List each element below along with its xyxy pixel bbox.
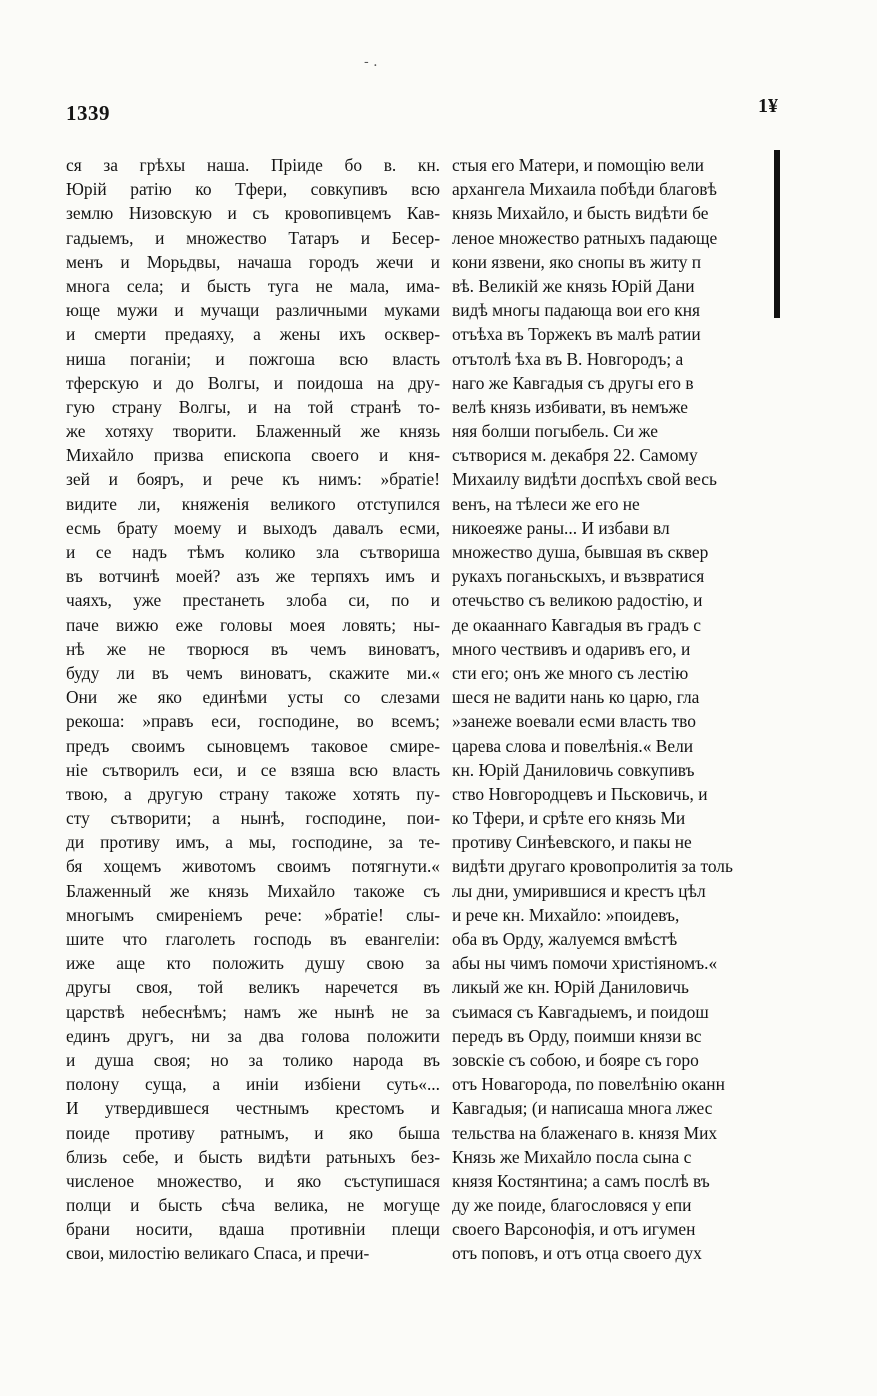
- text-line: стыя его Матери, и помощiю вели: [452, 155, 704, 175]
- text-line: шеся не вадити нань ко царю, гла: [452, 687, 700, 708]
- text-line: сту сътворити; а нынѣ, господине, пои-: [66, 808, 440, 829]
- text-line: Блаженный же князь Михайло такоже съ: [66, 880, 440, 901]
- text-line: передъ въ Орду, поимши князи вс: [452, 1025, 702, 1046]
- text-line: оба въ Орду, жалуемся вмѣстѣ: [452, 929, 678, 949]
- text-line: многа села; и бысть туга не мала, има-: [66, 275, 440, 296]
- text-line: де окааннаго Кавгадыя въ градъ с: [452, 614, 701, 635]
- text-line: кони язвени, яко снопы въ житу п: [452, 251, 702, 272]
- text-line: нѣ же не творюся въ чемъ виноватъ,: [66, 638, 440, 659]
- text-line: ниша поганiи; и пожгоша всю власть: [66, 348, 440, 369]
- text-line: велѣ князь избивати, въ немъже: [452, 396, 689, 417]
- text-line: »занеже воевали есми власть тво: [452, 711, 696, 732]
- text-line: ство Новгородцевъ и Пьсковичь, и: [452, 783, 708, 804]
- text-line: тельства на блаженаго в. князя Мих: [452, 1122, 718, 1143]
- text-line: Они же яко единѣми усты со слезами: [66, 687, 440, 708]
- text-line: Михайло призва епископа своего и кня-: [66, 445, 440, 466]
- text-line: другы своя, той великъ наречется въ: [66, 977, 440, 998]
- text-line: царева слова и повелѣнiя.« Вели: [452, 735, 694, 756]
- text-line: рукахъ поганьскыхъ, и възвратися: [452, 566, 705, 587]
- text-line: видѣ многы падающа вои его кня: [452, 300, 701, 321]
- text-line: своего Варсонофiя, и отъ игумен: [452, 1219, 696, 1240]
- text-line: тферскую и до Волгы, и поидоша на дру-: [66, 372, 440, 393]
- text-line: иже аще кто положить душу свою за: [66, 953, 440, 974]
- text-line: паче вижю еже головы моея ловять; ны-: [66, 614, 440, 635]
- text-line: отъѣха въ Торжекъ въ малѣ ратии: [452, 324, 701, 345]
- text-line: есмь брату моему и выходъ давалъ есми,: [66, 517, 440, 538]
- text-line: нiе сътворилъ еси, и се взяша всю власть: [66, 759, 440, 780]
- text-line: венъ, на тѣлеси же его не: [452, 493, 640, 514]
- text-line: ду же поиде, благословяся у епи: [452, 1195, 692, 1216]
- text-line: и душа своя; но за толико народа въ: [66, 1049, 440, 1070]
- top-mark: - .: [364, 54, 378, 70]
- text-line: близь себе, и бысть видѣти ратьныхъ без-: [66, 1146, 440, 1167]
- text-line: архангела Михаила побѣди благовѣ: [452, 179, 717, 200]
- text-line: царствѣ небеснѣмъ; намъ же нынѣ не за: [66, 1001, 440, 1022]
- text-line: гадыемъ, и множество Татаръ и Бесер-: [66, 227, 440, 248]
- text-line: и се надъ тѣмъ колико зла сътвориша: [66, 542, 440, 562]
- text-line: юще мужи и мучащи различными муками: [66, 300, 440, 321]
- text-line: князя Костянтина; а самъ послѣ въ: [452, 1170, 710, 1191]
- text-line: чаяхъ, уже престанеть злоба си, по и: [66, 590, 440, 611]
- text-line: брани носити, вдаша противнiи плещи: [66, 1219, 440, 1240]
- text-line: многымъ смиренiемъ рече: »братiе! слы-: [66, 904, 440, 925]
- text-line: твою, а другую страну такоже хотять пу-: [66, 783, 440, 804]
- text-line: лы дни, умирившися и крестъ цѣл: [452, 880, 706, 901]
- text-line: И утвердившеся честнымъ крестомъ и: [66, 1098, 440, 1119]
- text-line: и рече кн. Михайло: »поидевъ,: [452, 904, 680, 925]
- text-line: Юрiй ратiю ко Тфери, совкупивъ всю: [66, 179, 440, 200]
- right-text-column: [452, 153, 780, 1266]
- text-line: поиде противу ратнымъ, и яко быша: [66, 1122, 440, 1143]
- text-line: въ вотчинѣ моей? азъ же терпяхъ имъ и: [66, 566, 440, 587]
- text-line: абы ны чимъ помочи христiяномъ.«: [452, 953, 718, 974]
- text-line: ликый же кн. Юрiй Даниловичь: [452, 977, 689, 998]
- text-line: буду ли въ чемъ виноватъ, скажите ми.«: [66, 662, 440, 683]
- text-line: ко Тфери, и срѣте его князь Ми: [452, 808, 686, 829]
- text-line: няя болши погыбель. Си же: [452, 421, 658, 442]
- text-line: никоеяже раны... И избави вл: [452, 517, 670, 538]
- text-line: сътворися м. декабря 22. Самому: [452, 445, 698, 466]
- text-line: Михаилу видѣти доспѣхъ свой весь: [452, 469, 717, 490]
- page-number: 1339: [66, 101, 110, 125]
- text-line: зей и бояръ, и рече къ нимъ: »братiе!: [66, 469, 440, 490]
- text-line: шите что глаголеть господь въ евангелiи:: [66, 929, 440, 949]
- text-line: предъ своимъ сыновцемъ таковое смире-: [66, 735, 440, 756]
- text-line: Кавгадыя; (и написаша многа лжес: [452, 1098, 713, 1119]
- text-line: множество душа, бывшая въ сквер: [452, 542, 709, 562]
- text-line: князь Михайло, и бысть видѣти бе: [452, 203, 709, 224]
- text-line: противу Синѣевского, и пакы не: [452, 832, 692, 853]
- text-line: отъ поповъ, и отъ отца своего дух: [452, 1243, 702, 1264]
- text-line: рекоша: »правъ еси, господине, во всемъ;: [66, 711, 440, 732]
- text-line: ди противу имъ, а мы, господине, за те-: [66, 832, 440, 853]
- text-line: же хотяху творити. Блаженный же князь: [66, 421, 440, 442]
- right-page-mark: 1¥: [758, 95, 778, 117]
- text-line: сти его; онъ же много съ лестiю: [452, 662, 689, 683]
- text-line: менъ и Морьдвы, начаша городъ жечи и: [66, 251, 440, 272]
- text-line: наго же Кавгадыя съ другы его в: [452, 372, 694, 393]
- binding-edge-shadow: [774, 150, 780, 318]
- text-line: Князь же Михайло посла сына с: [452, 1146, 692, 1167]
- text-line: съимася съ Кавгадыемъ, и поидош: [452, 1001, 709, 1022]
- text-line: полци и бысть сѣча велика, не могуще: [66, 1195, 440, 1216]
- text-line: гую страну Волгы, и на той странѣ то-: [66, 396, 440, 417]
- text-line: отътолѣ ѣха въ В. Новгородъ; а: [452, 348, 684, 369]
- text-line: единъ другъ, ни за два голова положити: [66, 1025, 440, 1046]
- left-text-column: [66, 153, 440, 1266]
- text-line: ся за грѣхы наша. Прiиде бо в. кн.: [66, 155, 440, 175]
- text-line: леное множество ратныхъ падающе: [452, 227, 718, 248]
- text-line: землю Низовскую и съ кровопивцемъ Кав-: [66, 203, 440, 224]
- text-line: кн. Юрiй Даниловичь совкупивъ: [452, 759, 695, 780]
- text-line: отечьство съ великою радостiю, и: [452, 590, 703, 611]
- text-line: много чествивъ и одаривъ его, и: [452, 638, 691, 659]
- text-line: зовскiе съ собою, и бояре съ горо: [452, 1049, 699, 1070]
- text-line: полону суща, а инiи избiени суть«...: [66, 1074, 440, 1095]
- text-line: видите ли, княженiя великого отступился: [66, 493, 440, 514]
- text-line: отъ Новагорода, по повелѣнiю оканн: [452, 1074, 725, 1095]
- text-line: и смерти предаяху, а жены ихъ осквер-: [66, 324, 440, 345]
- text-line: бя хощемъ животомъ своимъ потягнути.«: [66, 856, 440, 877]
- text-line: численое множество, и яко съступишася: [66, 1170, 440, 1191]
- text-line: видѣти другаго кровопролитiя за толь: [452, 856, 733, 877]
- text-line: свои, милостiю великаго Спаса, и пречи-: [66, 1243, 370, 1264]
- text-line: вѣ. Великiй же князь Юрiй Дани: [452, 275, 695, 296]
